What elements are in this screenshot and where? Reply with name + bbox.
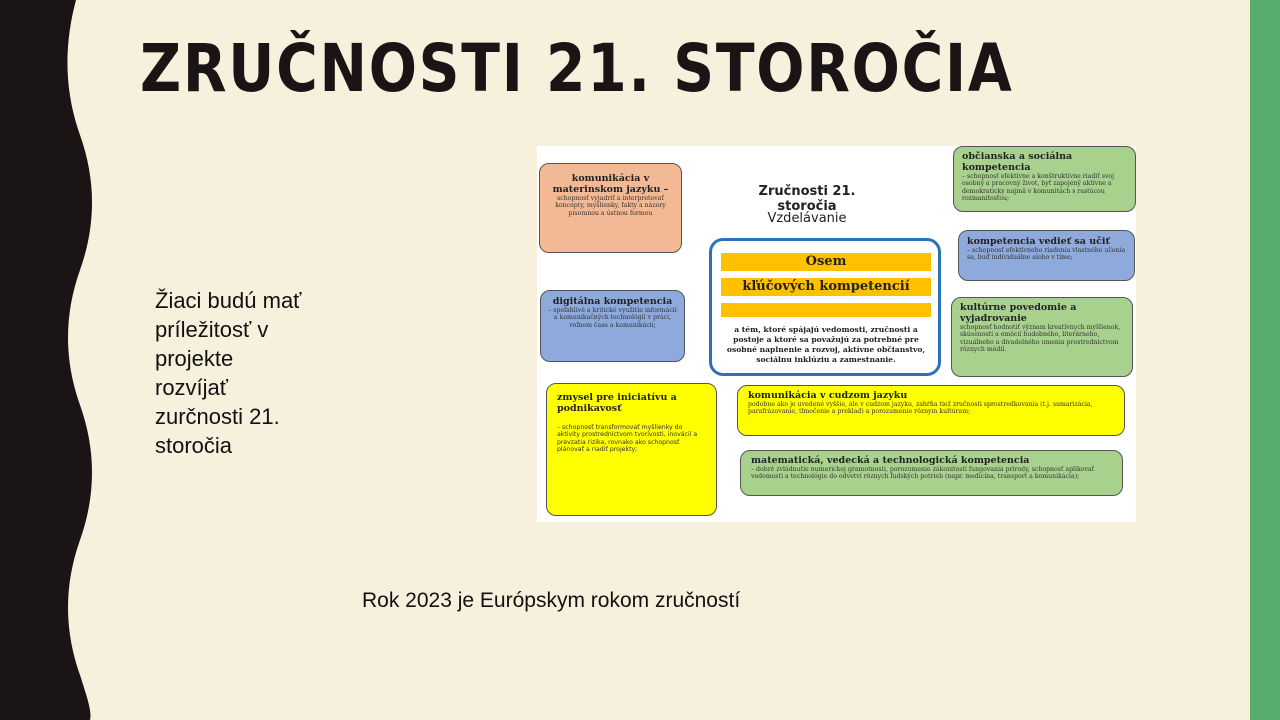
box-initiative	[546, 383, 717, 516]
box-cultural-title: kultúrne povedomie a vyjadrovanie	[960, 302, 1077, 324]
box-mother-tongue	[539, 163, 682, 253]
core-description: a tém, ktoré spájajú vedomosti, zručnosti a postoje a ktoré sa považujú za potrebné pre osobné naplnenie a rozvoj, aktívne občianstvo, sociálnu inklúziu a zamestnanie.	[726, 325, 926, 364]
box-learning-title: kompetencia vedieť sa učiť	[967, 236, 1110, 247]
box-mother-tongue-desc: schopnosť vyjadriť a interpretovať koncepty, myšlienky, fakty a názory písomnou a ústnou formou	[555, 195, 666, 217]
box-learning	[958, 230, 1135, 281]
slide-title: ZRUČNOSTI 21. STOROČIA	[140, 30, 1014, 107]
box-foreign-desc: podobne ako je uvedené vyššie, ale v cudzom jazyku, zahŕňa tiež zručnosti sprostredkovania (t.j. sumarizácia, parafrázovanie, tlmočenie a preklad) a porozumenie rôznym kultúram;	[748, 401, 1093, 416]
box-civic	[953, 146, 1136, 212]
side-text: Žiaci budú mať príležitosť v projekte rozvíjať zurčnosti 21. storočia	[155, 288, 302, 458]
infographic-subheading: Vzdelávanie	[767, 211, 847, 226]
core-line-2: kľúčových kompetencií	[721, 278, 931, 296]
core-band-3	[721, 303, 931, 317]
core-competences-box	[709, 238, 941, 376]
box-math-title: matematická, vedecká a technologická kompetencia	[751, 455, 1030, 466]
box-cultural-desc: schopnosť hodnotiť význam kreatívnych myšlienok, skúseností a emócií hudobného, literárneho, vizuálneho a divadelného umenia prostredníctvom rôznych médií.	[960, 324, 1121, 354]
box-math	[740, 450, 1123, 496]
bottom-caption: Rok 2023 je Európskym rokom zručností	[362, 589, 741, 612]
box-math-desc: – dobré zvládnutie numerickej gramotnosti, porozumenie zákonitostí fungovania prírody, schopnosť aplikovať vedomosti a technológie do odvetví rôznych ľudských potrieb (napr. medicína, transport a komunikácia);	[751, 466, 1095, 481]
left-wave-decoration	[0, 0, 100, 720]
box-foreign	[737, 385, 1125, 436]
box-civic-title: občianska a sociálna kompetencia	[962, 151, 1073, 173]
box-cultural	[951, 297, 1133, 377]
box-digital	[540, 290, 685, 362]
box-foreign-title: komunikácia v cudzom jazyku	[748, 390, 908, 401]
right-accent-bar	[1250, 0, 1280, 720]
competences-infographic	[537, 146, 1136, 522]
core-line-1: Osem	[721, 253, 931, 271]
box-digital-desc: – spoľahlivé a kritické využitie informácií a komunikačných technológií v práci, voľnom čase a komunikácii;	[548, 307, 677, 329]
box-initiative-desc: – schopnosť transformovať myšlienky do aktivity prostredníctvom tvorivosti, inovácií a prevzatia rizika, rovnako ako schopnosť plánovať a riadiť projekty;	[557, 424, 698, 454]
infographic-heading: Zručnosti 21. storočia	[758, 184, 856, 214]
box-mother-tongue-title: komunikácia v materinskom jazyku –	[552, 173, 669, 195]
box-learning-desc: – schopnosť efektívneho riadenia vlastného učenia sa, buď individuálne alebo v tíme;	[967, 247, 1126, 262]
box-digital-title: digitálna kompetencia	[552, 296, 673, 307]
box-civic-desc: – schopnosť efektívne a konštruktívne riadiť svoj osobný a pracovný život, byť zapojený aktívne a demokraticky najmä v komunitách s rastúcou rozmanitosťou;	[962, 173, 1115, 203]
box-initiative-title: zmysel pre iniciatívu a podnikavosť	[557, 392, 677, 414]
